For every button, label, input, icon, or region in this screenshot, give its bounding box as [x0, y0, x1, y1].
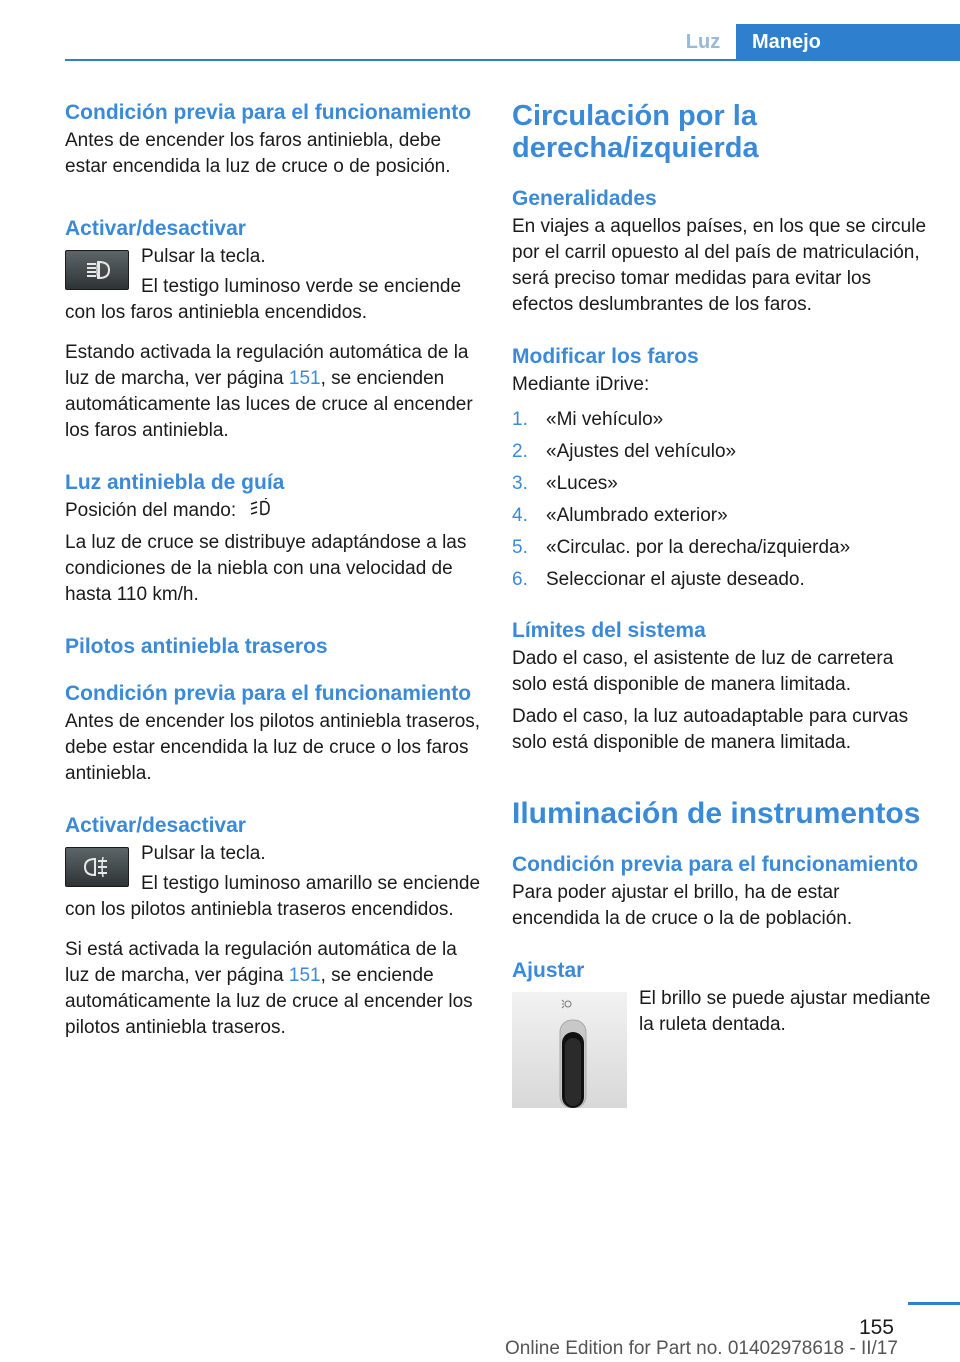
heading-activate-rear: Activar/desactivar: [65, 814, 246, 837]
fog-guide-light-icon: [247, 498, 277, 520]
heading-condition-instruments: Condición previa para el funcionamiento: [512, 853, 919, 876]
heading-fog-guide: Luz antiniebla de guía: [65, 471, 285, 494]
page-reference-link[interactable]: 151: [288, 965, 321, 986]
heading-instrument-lighting: Iluminación de instrumentos: [512, 797, 921, 830]
paragraph-limits-2: Dado el caso, la luz autoadaptable para curvas solo está disponible de manera limitada.: [512, 706, 909, 753]
heading-rear-fog: Pilotos antiniebla traseros: [65, 635, 328, 658]
paragraph-green-indicator: El testigo luminoso verde se enciende con los faros antiniebla encendidos.: [65, 276, 462, 323]
list-item: 5. «Circulac. por la derecha/izquierda»: [512, 537, 851, 558]
heading-activate: Activar/desactivar: [65, 217, 246, 240]
heading-modify-headlights: Modificar los faros: [512, 345, 699, 368]
heading-condition-rear: Condición previa para el funcionamiento: [65, 682, 472, 705]
page-number: 155: [858, 1316, 894, 1339]
header-section-tab: Luz: [685, 31, 721, 53]
paragraph-auto-light-rear: Si está activada la regulación automática de la luz de marcha, ver página 151, se enciende automáticamente la luz de cruce al encender los pilotos antiniebla traseros.: [65, 939, 473, 1038]
list-item: 4. «Alumbrado exterior»: [512, 505, 728, 526]
page-reference-link[interactable]: 151: [288, 368, 321, 389]
right-column: [512, 100, 932, 1108]
paragraph-condition-rear: Antes de encender los pilotos antiniebla traseros, debe estar encendida la luz de cruce o los faros antiniebla.: [65, 711, 481, 784]
paragraph-press-key-rear: Pulsar la tecla.: [141, 843, 266, 864]
heading-system-limits: Límites del sistema: [512, 619, 706, 642]
heading-condition: Condición previa para el funcionamiento: [65, 101, 472, 124]
instrument-dial-icon: [512, 992, 627, 1108]
edition-footer: Online Edition for Part no. 01402978618 - II/17: [505, 1338, 898, 1359]
paragraph-idrive: Mediante iDrive:: [512, 374, 650, 395]
paragraph-fog-guide: La luz de cruce se distribuye adaptándose a las condiciones de la niebla con una velocidad de hasta 110 km/h.: [65, 532, 467, 605]
list-item: 6. Seleccionar el ajuste deseado.: [512, 569, 805, 590]
paragraph-switch-position: Posición del mando:: [65, 498, 483, 524]
paragraph-adjust: El brillo se puede ajustar mediante la ruleta dentada.: [639, 988, 931, 1035]
list-item: 2. «Ajustes del vehículo»: [512, 441, 737, 462]
paragraph-general: En viajes a aquellos países, en los que se circule por el carril opuesto al del país de matriculación, será preciso tomar medidas para evitar los efectos deslumbrantes de los faros.: [512, 216, 927, 315]
list-item: 1. «Mi vehículo»: [512, 409, 664, 430]
left-column: [65, 100, 483, 1041]
header-chapter-tab: Manejo: [736, 24, 960, 61]
rear-fog-light-icon: [65, 847, 129, 887]
front-fog-light-icon: [65, 250, 129, 290]
heading-general: Generalidades: [512, 187, 657, 210]
paragraph-auto-light: Estando activada la regulación automática de la luz de marcha, ver página 151, se encienden automáticamente las luces de cruce al encender los faros antiniebla.: [65, 342, 473, 441]
heading-adjust: Ajustar: [512, 959, 585, 982]
paragraph-press-key: Pulsar la tecla.: [141, 246, 266, 267]
paragraph-amber-indicator: El testigo luminoso amarillo se enciende con los pilotos antiniebla traseros encendidos.: [65, 873, 481, 920]
footer-rule: [908, 1302, 960, 1305]
steps-list: [512, 404, 932, 596]
paragraph-condition-instruments: Para poder ajustar el brillo, ha de estar encendida la de cruce o la de población.: [512, 882, 853, 929]
paragraph-limits-1: Dado el caso, el asistente de luz de carretera solo está disponible de manera limitada.: [512, 648, 894, 695]
header-rule: [65, 59, 960, 61]
list-item: 3. «Luces»: [512, 473, 618, 494]
paragraph-condition: Antes de encender los faros antiniebla, debe estar encendida la luz de cruce o de posición.: [65, 130, 451, 177]
heading-circulation: Circulación por la derecha/izquierda: [512, 100, 759, 164]
